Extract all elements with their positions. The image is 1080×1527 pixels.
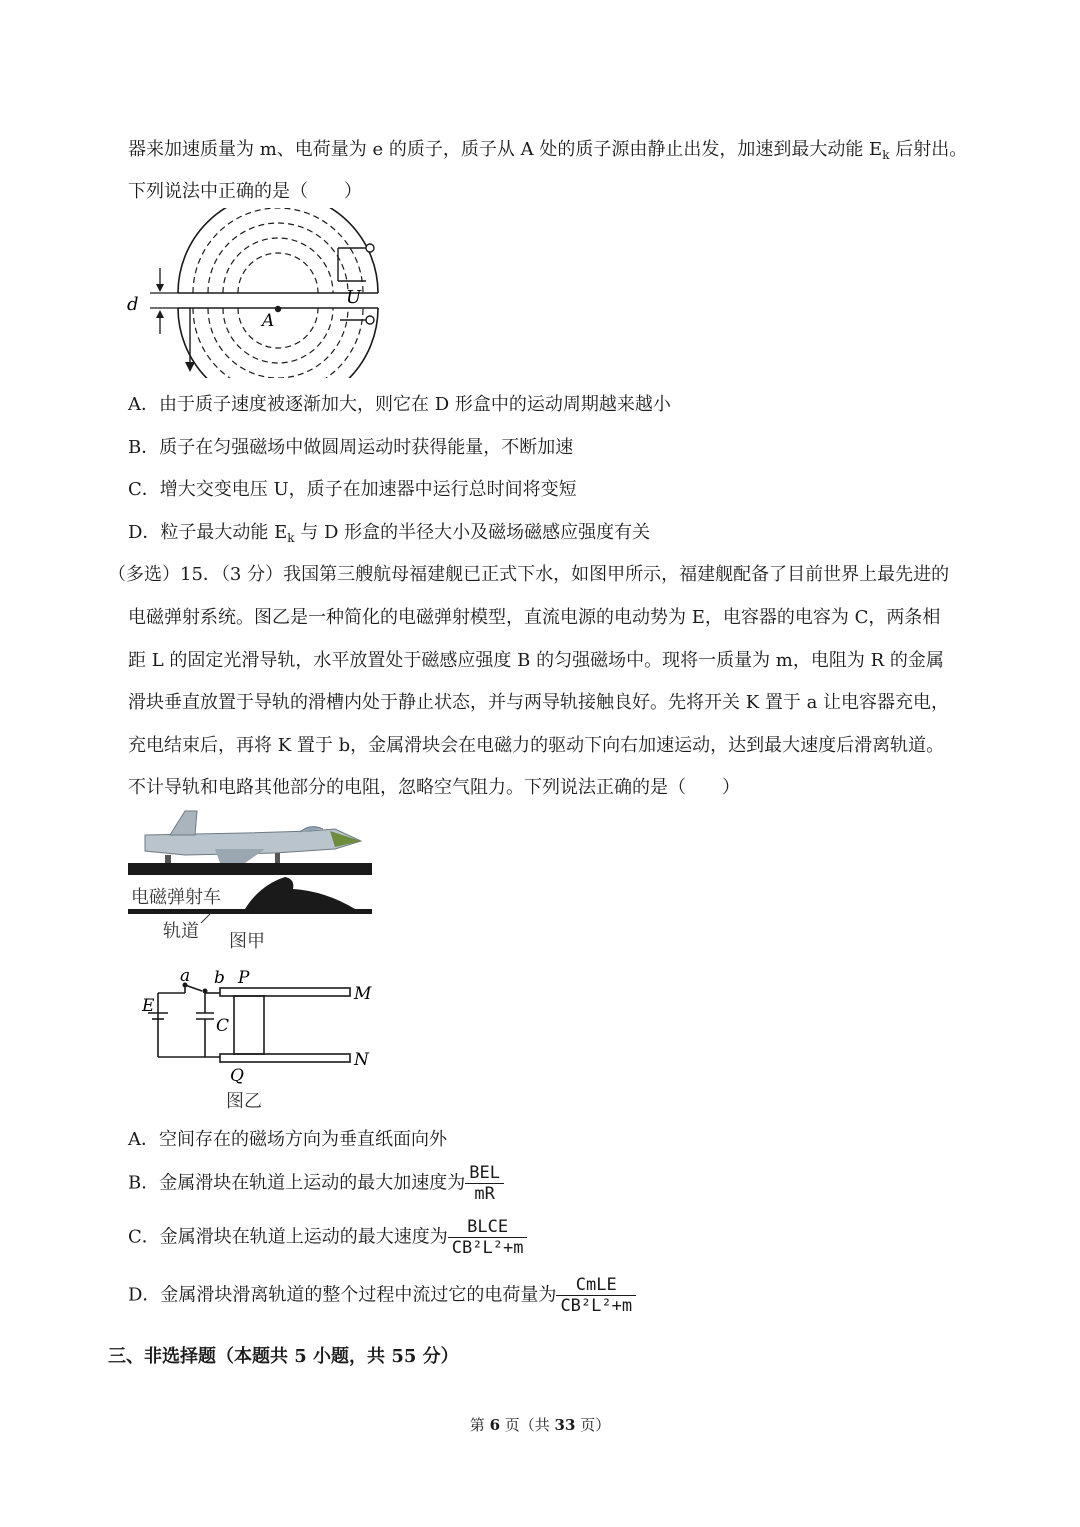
- page-footer: 第 6 页（共 33 页）: [469, 1416, 611, 1434]
- q15-text-line-5: 充电结束后，再将 K 置于 b，金属滑块会在电磁力的驱动下向右加速运动，达到最大速度后滑离轨道。: [128, 735, 945, 756]
- q15-text-line-6: 不计导轨和电路其他部分的电阻，忽略空气阻力。下列说法正确的是（ ）: [128, 777, 740, 798]
- q14-option-b: B．质子在匀强磁场中做圆周运动时获得能量，不断加速: [128, 437, 574, 458]
- q15-text-line-1: （多选）15．（3 分）我国第三艘航母福建舰已正式下水，如图甲所示，福建舰配备了目前世界上最先进的: [108, 564, 950, 585]
- label-E: E: [142, 996, 155, 1016]
- label-track: 轨道: [163, 921, 199, 942]
- label-P: P: [238, 968, 250, 988]
- jet-aircraft-illustration: [145, 811, 361, 863]
- q15-option-b: B．金属滑块在轨道上运动的最大加速度为 $\frac{\text{BEL}}{mR}$: [128, 1163, 504, 1204]
- label-a: a: [180, 966, 191, 986]
- fraction-max-acceleration: $\frac{\text{BEL}}{mR}$: [465, 1163, 504, 1204]
- section-3-heading: 三、非选择题（本题共 5 小题，共 55 分）: [108, 1346, 459, 1367]
- q14-option-a: A．由于质子速度被逐渐加大，则它在 D 形盒中的运动周期越来越小: [128, 394, 671, 415]
- q15-text-line-2: 电磁弹射系统。图乙是一种简化的电磁弹射模型，直流电源的电动势为 E，电容器的电容为 C，两条相: [128, 607, 941, 628]
- q15-text-line-4: 滑块垂直放置于导轨的滑槽内处于静止状态，并与两导轨接触良好。先将开关 K 置于 a 让电容器充电，: [128, 692, 950, 713]
- q14-text-line-2: 下列说法中正确的是（ ）: [128, 181, 362, 202]
- cyclotron-figure: [120, 208, 390, 378]
- label-em-catapult-car: 电磁弹射车: [131, 887, 221, 908]
- q14-option-d: D．粒子最大动能 $E_k$ 与 D 形盒的半径大小及磁场磁感应强度有关: [128, 522, 651, 545]
- label-Q: Q: [230, 1066, 244, 1086]
- label-M: M: [354, 984, 372, 1004]
- q15-option-c: C．金属滑块在轨道上运动的最大速度为 $\frac{\text{BLCE}}{\text{CB²L²+m}}$: [128, 1217, 527, 1258]
- label-d: d: [127, 294, 139, 315]
- q14-text-line-1: 器来加速质量为 m、电荷量为 e 的质子，质子从 A 处的质子源由静止出发，加速到最大动能 $E_k$ 后射出。: [128, 139, 968, 162]
- q15-text-line-3: 距 L 的固定光滑导轨，水平放置处于磁感应强度 B 的匀强磁场中。现将一质量为 m，电阻为 R 的金属: [128, 650, 944, 671]
- caption-fig-yi: 图乙: [226, 1091, 262, 1112]
- q14-option-c: C．增大交变电压 U，质子在加速器中运行总时间将变短: [128, 479, 577, 500]
- label-N: N: [354, 1050, 369, 1070]
- q15-option-a: A．空间存在的磁场方向为垂直纸面向外: [128, 1129, 447, 1150]
- label-b: b: [214, 968, 225, 988]
- fraction-max-velocity: $\frac{\text{BLCE}}{\text{CB²L²+m}}$: [448, 1217, 528, 1258]
- label-A: A: [262, 311, 275, 331]
- label-C: C: [216, 1016, 230, 1036]
- q15-option-d: D．金属滑块滑离轨道的整个过程中流过它的电荷量为 $\frac{\text{CmLE}}{\text{CB²L²+m}}$: [128, 1275, 636, 1316]
- figure-jia-carrier-catapult: [125, 805, 375, 955]
- caption-fig-jia: 图甲: [229, 931, 265, 952]
- figure-yi-circuit: [130, 965, 380, 1115]
- fraction-charge: $\frac{\text{CmLE}}{\text{CB²L²+m}}$: [556, 1275, 636, 1316]
- label-U: U: [346, 287, 362, 308]
